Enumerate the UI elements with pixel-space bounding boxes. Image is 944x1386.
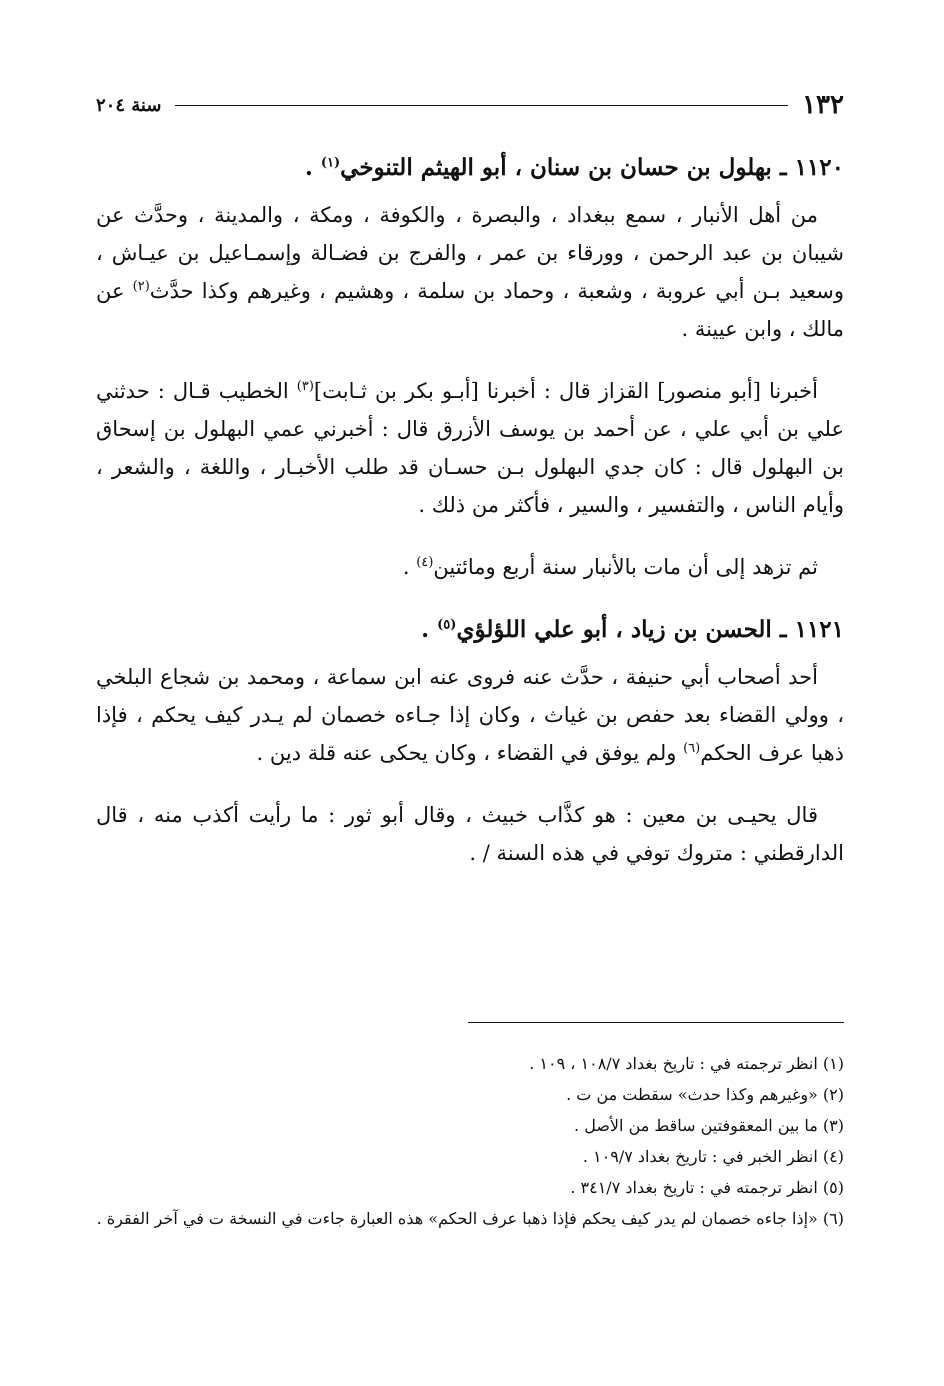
- footnote-ref: (٣): [296, 379, 314, 394]
- footnote-ref: (٦): [683, 741, 701, 756]
- page-number: ١٣٢: [802, 90, 844, 120]
- entry-1120-paragraph-2: أخبرنا [أبو منصور] القزاز قال : أخبرنا [أبـو بكر بن ثـابت]$^{(٣)}$ الخطيب قـال : حدثني علي بن أبي علي ، عن أحمد بن يوسف الأزرق قال : أخبرني عمي البهلول بن إسحاق بن البهلول قال : كان جدي البهلول بـن حسـان قد طلب الأخبـار ، واللغة ، والشعر ، وأيام الناس ، والتفسير ، والسير ، فأكثر من ذلك .: [96, 379, 844, 517]
- footnote-3: (٣) ما بين المعقوفتين ساقط من الأصل .: [574, 1116, 844, 1135]
- footnote-ref: (٢): [132, 279, 150, 294]
- footnote-ref: (٤): [416, 555, 434, 570]
- footnote-6: (٦) «إذا جاءه خصمان لم يدر كيف يحكم فإذا ذهبا عرف الحكم» هذه العبارة جاءت في النسخة ت في آخر الفقرة .: [96, 1209, 844, 1228]
- main-text: [96, 148, 844, 896]
- footnote-2: (٢) «وغيرهم وكذا حدث» سقطت من ت .: [566, 1085, 844, 1104]
- entry-1120-paragraph-3: ثم تزهد إلى أن مات بالأنبار سنة أربع ومائتين$^{(٤)}$ .: [402, 555, 818, 579]
- entry-1120-paragraph-1: من أهل الأنبار ، سمع ببغداد ، والبصرة ، والكوفة ، ومكة ، والمدينة ، وحدَّث عن شيبان بن عبد الرحمن ، وورقاء بن عمر ، والفرج بن فضـالة وإسمـاعيل بن عيـاش ، وسعيد بـن أبي عروبة ، وشعبة ، وحماد بن سلمة ، وهشيم ، وغيرهم وكذا حدَّث$^{(٢)}$ عن مالك ، وابن عيينة .: [96, 203, 844, 341]
- footnote-4: (٤) انظر الخبر في : تاريخ بغداد ١٠٩/٧ .: [582, 1147, 844, 1166]
- footnotes: [96, 1048, 844, 1234]
- header-rule: [175, 105, 788, 106]
- entry-title-1120: ١١٢٠ ـ بهلول بن حسان بن سنان ، أبو الهيثم التنوخي$^{(١)}$ .: [304, 154, 844, 181]
- entry-1121-paragraph-2: قال يحيـى بن معين : هو كذَّاب خبيث ، وقال أبو ثور : ما رأيت أكذب منه ، قال الدارقطني : متروك توفي في هذه السنة / .: [96, 803, 844, 865]
- entry-1121-paragraph-1: أحد أصحاب أبي حنيفة ، حدَّث عنه فروى عنه ابن سماعة ، ومحمد بن شجاع البلخي ، وولي القضاء بعد حفص بن غياث ، وكان إذا جـاءه خصمان لم يـدر كيف يحكم ، فإذا ذهبا عرف الحكم$^{(٦)}$ ولم يوفق في القضاء ، وكان يحكى عنه قلة دين .: [96, 665, 844, 765]
- footnote-1: (١) انظر ترجمته في : تاريخ بغداد ١٠٨/٧ ، ١٠٩ .: [529, 1054, 844, 1073]
- running-header: [96, 88, 844, 122]
- footnote-separator: [468, 1022, 844, 1023]
- footnote-ref: (٥): [437, 617, 457, 633]
- year-label: سنة ٢٠٤: [96, 94, 162, 116]
- entry-title-1121: ١١٢١ ـ الحسن بن زياد ، أبو علي اللؤلؤي$^{(٥)}$ .: [421, 616, 844, 643]
- footnote-5: (٥) انظر ترجمته في : تاريخ بغداد ٣٤١/٧ .: [570, 1178, 844, 1197]
- footnote-ref: (١): [320, 155, 341, 171]
